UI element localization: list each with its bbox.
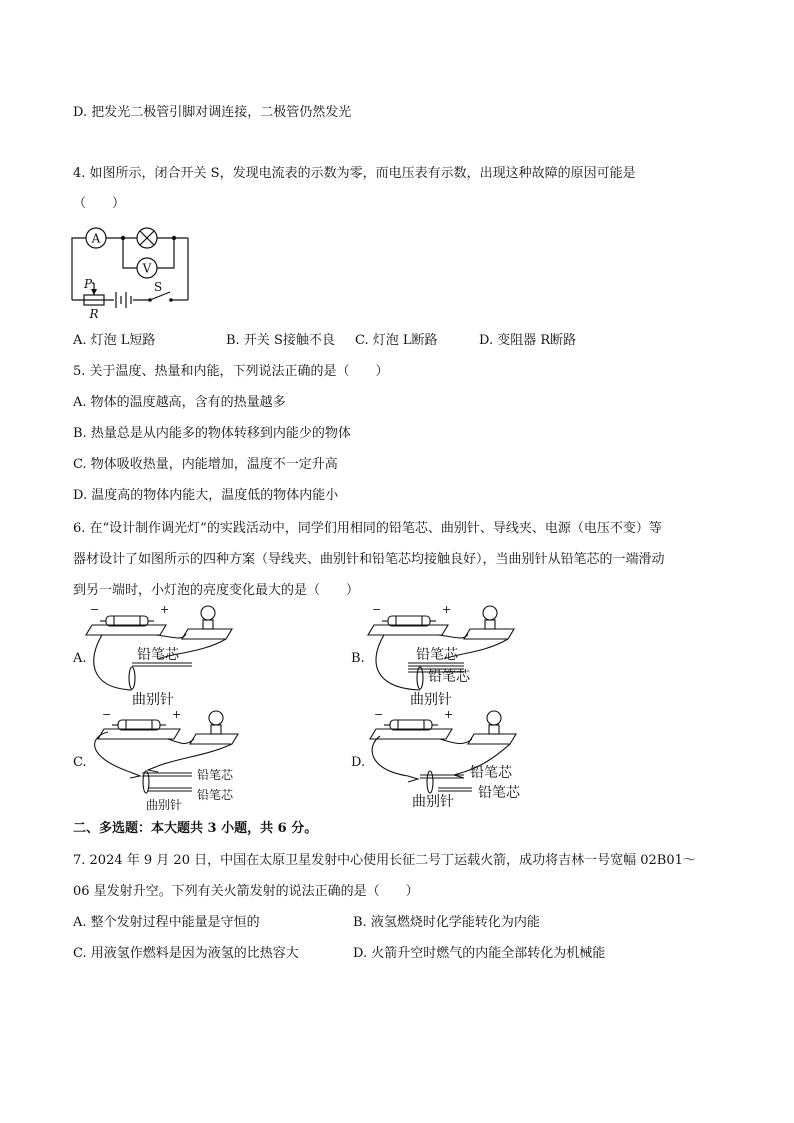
q4-circuit-diagram <box>70 225 200 320</box>
q6-figure-b-letter: B. <box>351 651 365 666</box>
q6-figure-a <box>82 603 242 711</box>
q5-stem: 5. 关于温度、热量和内能，下列说法正确的是（ ） <box>73 364 389 379</box>
svg-text:−: − <box>374 708 384 721</box>
pencil-lead-label: 铅笔芯 <box>428 669 470 685</box>
q4-option-c: C. 灯泡 L断路 <box>355 333 438 348</box>
q6-stem-line-1: 6. 在“设计制作调光灯”的实践活动中，同学们用相同的铅笔芯、曲别针、导线夹、电源（电压不变）等 <box>73 521 662 536</box>
voltmeter-label: V <box>142 261 152 276</box>
q6-figure-b <box>364 603 524 711</box>
q6-figure-c-letter: C. <box>73 755 87 770</box>
svg-text:+: + <box>160 603 170 616</box>
q4-option-b: B. 开关 S接触不良 <box>226 333 335 348</box>
ammeter-label: A <box>91 231 101 246</box>
q7-stem-line-2: 06 星发射升空。下列有关火箭发射的说法正确的是（ ） <box>73 884 419 899</box>
section-heading-multiple-choice: 二、多选题：本大题共 3 小题，共 6 分。 <box>73 821 318 836</box>
q7-option-b: B. 液氢燃烧时化学能转化为内能 <box>353 915 540 930</box>
paperclip-label: 曲别针 <box>410 692 452 708</box>
q7-option-d: D. 火箭升空时燃气的内能全部转化为机械能 <box>353 946 606 961</box>
q5-option-a: A. 物体的温度越高，含有的热量越多 <box>73 395 286 410</box>
svg-text:−: − <box>90 603 100 616</box>
q6-stem-line-3: 到另一端时，小灯泡的亮度变化最大的是（ ） <box>73 583 360 598</box>
q6-stem-line-2: 器材设计了如图所示的四种方案（导线夹、曲别针和铅笔芯均接触良好），当曲别针从铅笔芯的一端滑动 <box>73 552 665 567</box>
svg-text:+: + <box>444 708 454 721</box>
q4-answer-paren: （ ） <box>73 196 126 211</box>
q7-option-a: A. 整个发射过程中能量是守恒的 <box>73 915 260 930</box>
svg-text:−: − <box>102 708 112 721</box>
pencil-lead-label: 铅笔芯 <box>197 788 234 802</box>
svg-text:+: + <box>172 708 182 721</box>
paperclip-label: 曲别针 <box>412 794 454 810</box>
pencil-lead-label: 铅笔芯 <box>197 768 234 782</box>
pencil-lead-label: 铅笔芯 <box>416 647 458 663</box>
q6-figure-a-letter: A. <box>73 651 87 666</box>
paperclip-label: 曲别针 <box>132 692 174 708</box>
q4-stem: 4. 如图所示，闭合开关 S，发现电流表的示数为零，而电压表有示数，出现这种故障的原因可能是 <box>73 166 636 181</box>
pencil-lead-label: 铅笔芯 <box>137 647 179 663</box>
q4-option-d: D. 变阻器 R断路 <box>479 333 577 348</box>
svg-text:−: − <box>372 603 382 616</box>
q5-option-c: C. 物体吸收热量，内能增加，温度不一定升高 <box>73 457 338 472</box>
switch-label: S <box>154 280 163 294</box>
q7-option-c: C. 用液氢作燃料是因为液氢的比热容大 <box>73 946 299 961</box>
q6-figure-c <box>86 706 246 816</box>
rheostat-label: R <box>89 307 99 321</box>
pencil-lead-label: 铅笔芯 <box>470 765 512 781</box>
slider-label: P <box>84 277 93 291</box>
q7-stem-line-1: 7. 2024 年 9 月 20 日，中国在太原卫星发射中心使用长征二号丁运载火箭，成功将吉林一号宽幅 02B01～ <box>73 853 696 868</box>
paperclip-label: 曲别针 <box>146 798 183 812</box>
q6-figure-d-letter: D. <box>351 755 366 770</box>
q5-option-d: D. 温度高的物体内能大，温度低的物体内能小 <box>73 488 339 503</box>
pencil-lead-label: 铅笔芯 <box>478 785 520 801</box>
q4-option-a: A. 灯泡 L短路 <box>73 333 156 348</box>
q6-figure-d <box>364 706 524 816</box>
q5-option-b: B. 热量总是从内能多的物体转移到内能少的物体 <box>73 426 351 441</box>
q3-option-d: D. 把发光二极管引脚对调连接，二极管仍然发光 <box>73 105 352 120</box>
svg-text:+: + <box>442 603 452 616</box>
